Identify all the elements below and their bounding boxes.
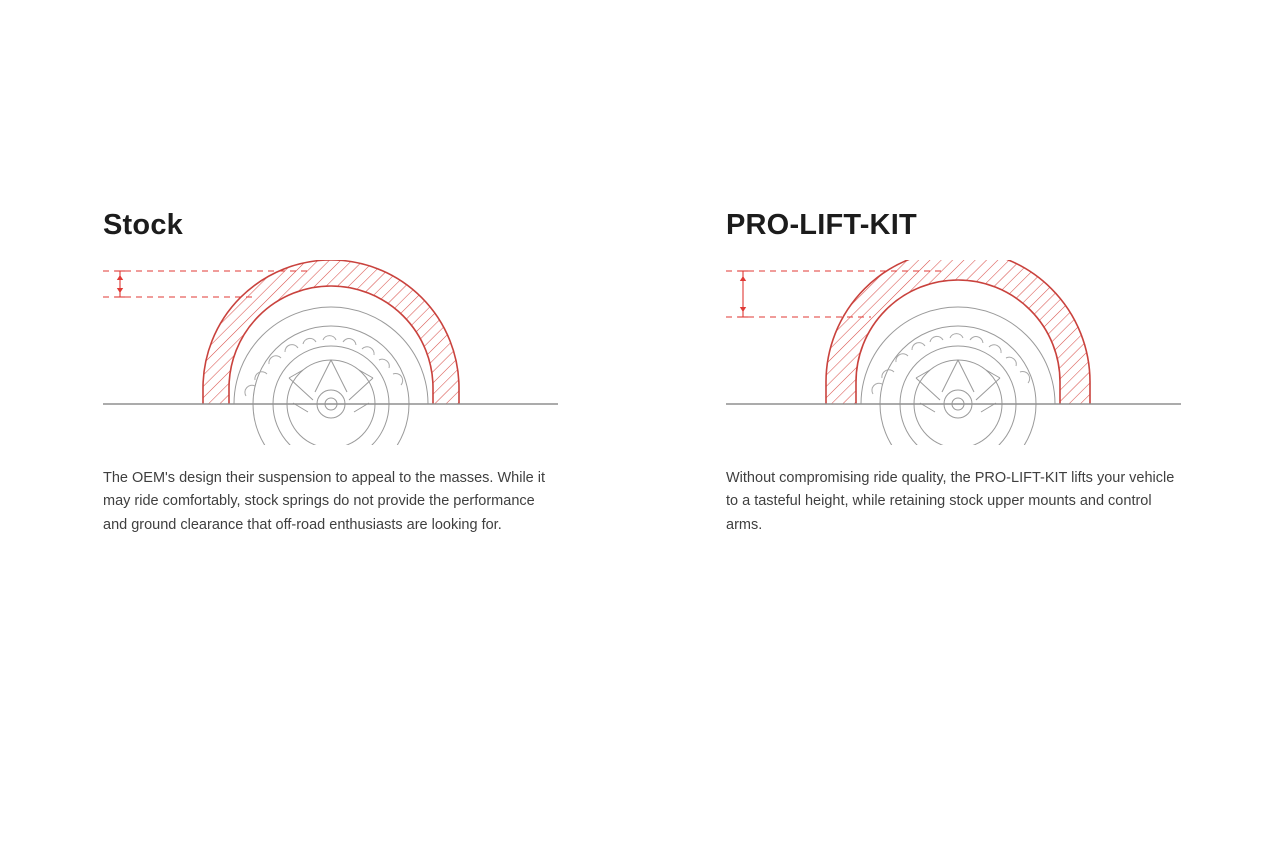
diagram-pro-lift-kit [726,260,1181,445]
caption-pro-lift-kit: Without compromising ride quality, the PRO-LIFT-KIT lifts your vehicle to a tasteful height, while retaining stock upper mounts and control arms. [726,469,1175,533]
wheel-rim-detail [234,307,428,445]
panel-stock [103,210,558,552]
panel-pro-lift-kit [726,210,1181,552]
wheel-gap-illustration-pro-lift-kit [726,260,1181,445]
diagram-stock [103,260,558,445]
page-title-pro-lift-kit: PRO-LIFT-KIT [726,209,917,241]
caption-stock: The OEM's design their suspension to appeal to the masses. While it may ride comfortably, stock springs do not provide the performance and ground clearance that off-road enthusiasts are looking for. [103,469,546,533]
wheel-gap-illustration-stock [103,260,558,445]
wheel-rim-detail [861,307,1055,445]
page-title-stock: Stock [103,209,183,241]
